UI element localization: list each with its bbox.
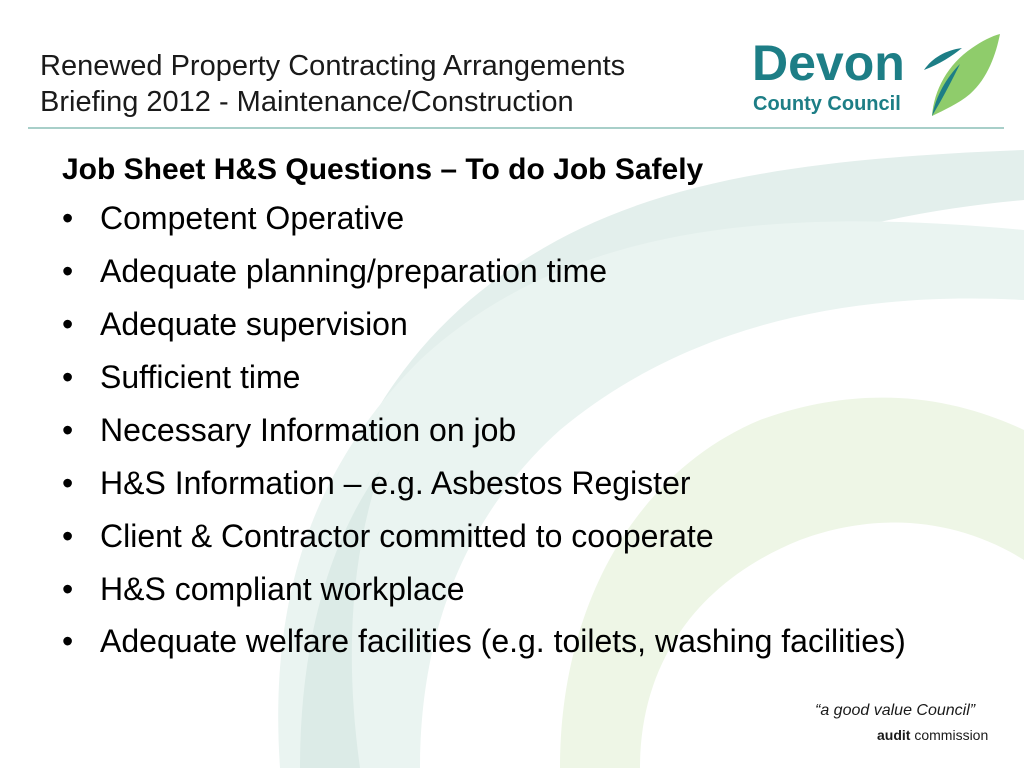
bullet-icon: • [62,253,74,289]
bullet-icon: • [62,359,74,395]
audit-commission-label [877,727,988,743]
bullet-icon: • [62,465,74,501]
title-line-2: Briefing 2012 - Maintenance/Construction [40,86,574,118]
list-item-text: Necessary Information on job [100,412,517,448]
list-item [62,357,962,398]
bullet-icon: • [62,623,74,659]
list-item-text: Adequate welfare facilities (e.g. toilets, washing facilities) [100,623,906,659]
bullet-icon: • [62,306,74,342]
bullet-icon: • [62,412,74,448]
bullet-list [62,198,962,661]
list-item [62,198,962,239]
audit-label: audit [877,727,911,743]
list-item-text: H&S compliant workplace [100,571,465,607]
list-item-text: Client & Contractor committed to cooperate [100,518,714,554]
list-item [62,463,962,504]
header-divider [28,127,1004,129]
list-item [62,569,962,610]
bullet-icon: • [62,518,74,554]
list-item [62,410,962,451]
logo-name: Devon [752,35,905,91]
leaf-icon [922,30,1002,120]
list-item [62,251,962,292]
list-item-text: H&S Information – e.g. Asbestos Register [100,465,691,501]
list-item-text: Adequate supervision [100,306,408,342]
content-heading: Job Sheet H&S Questions – To do Job Safely [62,153,704,186]
list-item [62,622,962,661]
list-item-text: Competent Operative [100,200,405,236]
list-item-text: Sufficient time [100,359,301,395]
logo-subtitle: County Council [753,93,901,115]
list-item [62,516,962,557]
devon-county-council-logo [752,30,1002,125]
slide-title [40,48,625,120]
bullet-icon: • [62,200,74,236]
commission-label: commission [910,727,989,743]
list-item-text: Adequate planning/preparation time [100,253,608,289]
slide-body [62,148,962,673]
list-item [62,304,962,345]
bullet-icon: • [62,571,74,607]
footer-quote: “a good value Council” [815,702,976,719]
title-line-1: Renewed Property Contracting Arrangements [40,50,626,82]
